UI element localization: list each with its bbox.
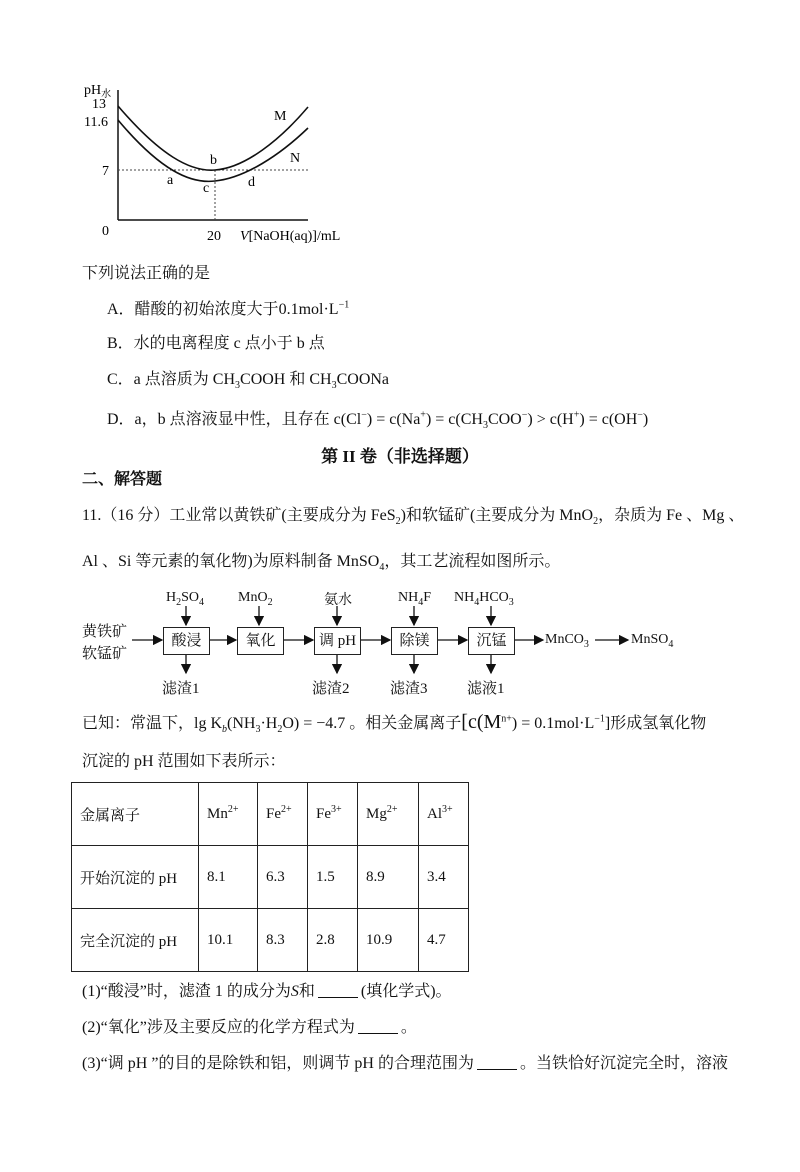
y-axis-label: $pH_水$ (84, 83, 112, 100)
subquestion-2: (2)“氧化”涉及主要反应的化学方程式为 。 (82, 1019, 417, 1036)
answer-blank-1[interactable] (318, 997, 358, 998)
input-pyrolusite: 软锰矿 (82, 646, 128, 662)
table-cell: 6.3 (258, 846, 308, 909)
q11-line1: 11.（16 分）工业常以黄铁矿(主要成分为 FeS$_2$)和软锰矿(主要成分为 MnO$_2$，杂质为 Fe 、Mg 、 (82, 507, 745, 528)
x-tick-20: 20 (207, 229, 221, 244)
y-tick-11-6: 11.6 (84, 115, 108, 130)
reagent-nh4hco3: $NH_4HCO_3$ (454, 590, 514, 608)
table-row (72, 846, 469, 909)
step-oxidation: 氧化 (237, 627, 284, 655)
table-header-cell: $Mn^{2+}$ (199, 783, 258, 846)
known-line1: 已知：常温下，$\lg K_b(NH_3\cdot H_2O) = -4.7$ 。相关金属离子$[c(M^{n+}) = 0.1mol\cdot L^{-1}]$形成氢氧化物 (82, 711, 707, 736)
reagent-h2so4: $H_2SO_4$ (166, 590, 205, 608)
known-line2: 沉淀的 pH 范围如下表所示： (82, 753, 286, 770)
table-cell: 8.3 (258, 909, 308, 972)
step-precip-mn: 沉锰 (468, 627, 515, 655)
curve-N-label: N (290, 151, 301, 166)
output-residue1: 滤渣1 (162, 681, 200, 697)
section-subtitle: 二、解答题 (82, 471, 163, 488)
input-pyrite: 黄铁矿 (82, 624, 128, 640)
reagent-ammonia: 氨水 (324, 593, 352, 608)
product-mnso4: MnSO$_4$ (631, 632, 674, 650)
x-axis-label: V[NaOH(aq)]/mL (240, 229, 341, 244)
q11-line2: Al 、Si 等元素的氧化物)为原料制备 MnSO$_4$，其工艺流程如图所示。 (82, 553, 561, 574)
option-a[interactable] (107, 300, 349, 320)
product-mnco3: MnCO$_3$ (545, 632, 589, 650)
option-a-value: 0.1mol·L (278, 301, 339, 318)
curve-M-label: M (274, 109, 287, 124)
table-cell: 1.5 (308, 846, 358, 909)
table-cell: 10.9 (358, 909, 419, 972)
step-remove-mg: 除镁 (391, 627, 438, 655)
table-header-cell: $Mg^{2+}$ (358, 783, 419, 846)
subquestion-1: (1)“酸浸”时，滤渣 1 的成分为S和 (填化学式)。 (82, 983, 452, 1000)
table-cell: 8.1 (199, 846, 258, 909)
step-adjust-ph: 调 pH (314, 627, 361, 655)
y-tick-7: 7 (102, 164, 109, 179)
table-header-row (72, 783, 469, 846)
point-c-label: c (203, 181, 210, 196)
output-filtrate1: 滤液1 (467, 681, 505, 697)
table-header-cell: 金属离子 (72, 783, 199, 846)
table-row (72, 909, 469, 972)
answer-blank-2[interactable] (358, 1033, 398, 1034)
table-cell: 3.4 (419, 846, 469, 909)
output-residue3: 滤渣3 (390, 681, 428, 697)
table-header-cell: $Fe^{2+}$ (258, 783, 308, 846)
option-c[interactable]: C．a 点溶质为 $CH_3COOH$ 和 $CH_3COONa$ (107, 371, 390, 392)
option-a-sup: −1 (338, 299, 350, 311)
option-a-text: A．醋酸的初始浓度大于 (107, 301, 279, 318)
section-title: 第 II 卷（非选择题） (321, 447, 479, 466)
curve-N (118, 120, 308, 181)
answer-blank-3[interactable] (477, 1069, 517, 1070)
precipitation-table (71, 782, 469, 972)
option-b-text: B．水的电离程度 c 点小于 b 点 (107, 335, 325, 352)
y-tick-0: 0 (102, 224, 109, 239)
table-header-cell: $Fe^{3+}$ (308, 783, 358, 846)
table-cell: 2.8 (308, 909, 358, 972)
step-acid-leach: 酸浸 (163, 627, 210, 655)
point-a-label: a (167, 173, 174, 188)
table-cell: 8.9 (358, 846, 419, 909)
table-cell: 4.7 (419, 909, 469, 972)
y-tick-13: 13 (92, 97, 106, 112)
table-cell: 10.1 (199, 909, 258, 972)
reagent-nh4f: $NH_4F$ (398, 590, 432, 608)
table-header-cell: $Al^{3+}$ (419, 783, 469, 846)
reagent-mno2: MnO$_2$ (238, 590, 273, 608)
table-cell: 开始沉淀的 pH (72, 846, 199, 909)
option-b[interactable] (107, 334, 325, 354)
point-b-label: b (210, 153, 217, 168)
output-residue2: 滤渣2 (312, 681, 350, 697)
option-d[interactable]: D．a，b 点溶液显中性，且存在 $c(Cl^-) = c(Na^+) = c(CH_3COO^-) > c(H^+) = c(OH^-)$ (107, 409, 649, 432)
subquestion-3: (3)“调 pH ”的目的是除铁和铝，则调节 pH 的合理范围为 。当铁恰好沉淀完全时，溶液 (82, 1055, 728, 1072)
point-d-label: d (248, 175, 255, 190)
ph-graph (80, 80, 380, 250)
question-prompt: 下列说法正确的是 (82, 265, 211, 282)
table-cell: 完全沉淀的 pH (72, 909, 199, 972)
